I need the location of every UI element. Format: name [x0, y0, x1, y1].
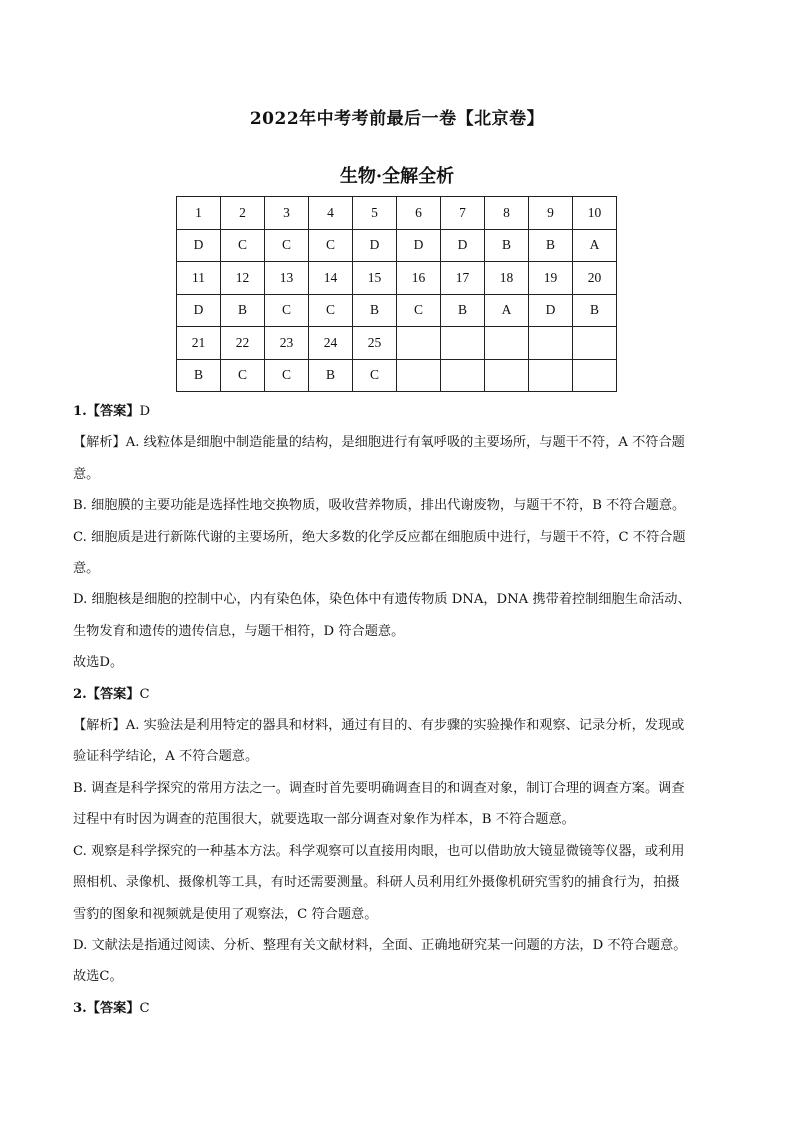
explanation-line: D. 文献法是指通过阅读、分析、整理有关文献材料，全面、正确地研究某一问题的方法，D 不符合题意。: [73, 937, 687, 953]
answer-cell: C: [265, 294, 309, 327]
question-heading: [73, 993, 729, 1024]
explanation-line: 故选C。: [73, 969, 123, 985]
question-number-cell: 6: [397, 197, 441, 230]
explanation-line: 故选D。: [73, 655, 124, 671]
explanation-line: 意。: [73, 561, 100, 577]
question-number-cell: 9: [529, 197, 573, 230]
answer-cell: C: [397, 294, 441, 327]
page-subtitle: 生物·全解全析: [339, 166, 455, 187]
question-number-cell: [529, 327, 573, 360]
answer-cell: B: [441, 294, 485, 327]
question-number-cell: 5: [353, 197, 397, 230]
question-number-cell: 14: [309, 262, 353, 295]
explanation-line: 雪豹的图象和视频就是使用了观察法，C 符合题意。: [73, 906, 378, 922]
answer-cell: A: [573, 229, 617, 262]
question-number-cell: 20: [573, 262, 617, 295]
answer-cell: [441, 359, 485, 392]
question-heading: [73, 396, 729, 427]
question-number-cell: 8: [485, 197, 529, 230]
answer-cell: C: [309, 229, 353, 262]
answer-cell: C: [309, 294, 353, 327]
explanation-line: B. 细胞膜的主要功能是选择性地交换物质，吸收营养物质，排出代谢废物，与题干不符，B 不符合题意。: [73, 498, 686, 514]
question-number-cell: 4: [309, 197, 353, 230]
answer-cell: B: [529, 229, 573, 262]
answer-cell: B: [177, 359, 221, 392]
question-number-cell: 12: [221, 262, 265, 295]
answer-cell: D: [441, 229, 485, 262]
answer-cell: D: [397, 229, 441, 262]
answer-cell: A: [485, 294, 529, 327]
question-number-cell: 10: [573, 197, 617, 230]
explanation-line: 过程中有时因为调查的范围很大，就要选取一部分调查对象作为样本，B 不符合题意。: [73, 812, 575, 828]
explanation-line: B. 调查是科学探究的常用方法之一。调查时首先要明确调查目的和调查对象，制订合理的调查方案。调查: [73, 780, 685, 796]
answer-cell: C: [353, 359, 397, 392]
question-number-cell: [485, 327, 529, 360]
question-number-cell: 15: [353, 262, 397, 295]
question-answer: C: [139, 1000, 150, 1016]
question-answer: D: [139, 404, 151, 419]
explanation-line: 生物发育和遗传的遗传信息，与题干相符，D 符合题意。: [73, 623, 405, 639]
answer-row: [177, 294, 617, 327]
question-number-cell: 17: [441, 262, 485, 295]
page-title: 2022年中考考前最后一卷【北京卷】: [249, 109, 545, 129]
answer-cell: B: [309, 359, 353, 392]
explanation-line: 验证科学结论，A 不符合题意。: [73, 749, 259, 765]
question-number-cell: 22: [221, 327, 265, 360]
question-number-cell: 13: [265, 262, 309, 295]
answer-cell: [485, 359, 529, 392]
question-number-cell: 3: [265, 197, 309, 230]
answer-cell: C: [265, 229, 309, 262]
answer-cell: D: [529, 294, 573, 327]
question-number-cell: 23: [265, 327, 309, 360]
answer-cell: D: [353, 229, 397, 262]
explanation-line: 【解析】A. 实验法是利用特定的器具和材料，通过有目的、有步骤的实验操作和观察、记录分析，发现或: [73, 718, 685, 734]
answer-cell: B: [221, 294, 265, 327]
answer-cell: C: [265, 359, 309, 392]
explanation-line: 【解析】A. 线粒体是细胞中制造能量的结构，是细胞进行有氧呼吸的主要场所，与题干不符，A 不符合题: [73, 435, 685, 451]
answer-cell: D: [177, 229, 221, 262]
question-label: 2.【答案】: [73, 686, 140, 702]
explanation-line: 照相机、录像机、摄像机等工具，有时还需要测量。科研人员利用红外摄像机研究雪豹的捕食行为，拍摄: [73, 875, 680, 891]
question-number-cell: [397, 327, 441, 360]
question-number-cell: 19: [529, 262, 573, 295]
question-number-cell: 7: [441, 197, 485, 230]
answer-cell: C: [221, 229, 265, 262]
question-number-cell: 18: [485, 262, 529, 295]
answer-cell: C: [221, 359, 265, 392]
question-number-row: [177, 327, 617, 360]
answer-table: [176, 196, 617, 392]
answer-cell: [529, 359, 573, 392]
explanation-line: 意。: [73, 466, 100, 482]
answer-cell: B: [353, 294, 397, 327]
question-number-cell: 16: [397, 262, 441, 295]
explanation-line: D. 细胞核是细胞的控制中心，内有染色体，染色体中有遗传物质 DNA，DNA 携带着控制细胞生命活动、: [73, 592, 691, 608]
question-label: 1.【答案】: [73, 404, 140, 419]
question-number-cell: [441, 327, 485, 360]
explanations: [73, 396, 729, 1024]
answer-cell: [397, 359, 441, 392]
answer-cell: B: [573, 294, 617, 327]
explanation-line: C. 细胞质是进行新陈代谢的主要场所，绝大多数的化学反应都在细胞质中进行，与题干不符，C 不符合题: [73, 529, 686, 545]
question-number-cell: 2: [221, 197, 265, 230]
answer-cell: B: [485, 229, 529, 262]
question-number-cell: 1: [177, 197, 221, 230]
question-label: 3.【答案】: [73, 1000, 140, 1016]
question-number-cell: [573, 327, 617, 360]
answer-cell: [573, 359, 617, 392]
question-answer: C: [139, 686, 150, 702]
question-heading: [73, 679, 729, 710]
question-number-cell: 24: [309, 327, 353, 360]
answer-row: [177, 359, 617, 392]
question-number-row: [177, 197, 617, 230]
question-number-row: [177, 262, 617, 295]
answer-row: [177, 229, 617, 262]
question-number-cell: 21: [177, 327, 221, 360]
question-number-cell: 25: [353, 327, 397, 360]
explanation-line: C. 观察是科学探究的一种基本方法。科学观察可以直接用肉眼，也可以借助放大镜显微镜等仪器，或利用: [73, 843, 685, 859]
question-number-cell: 11: [177, 262, 221, 295]
answer-cell: D: [177, 294, 221, 327]
